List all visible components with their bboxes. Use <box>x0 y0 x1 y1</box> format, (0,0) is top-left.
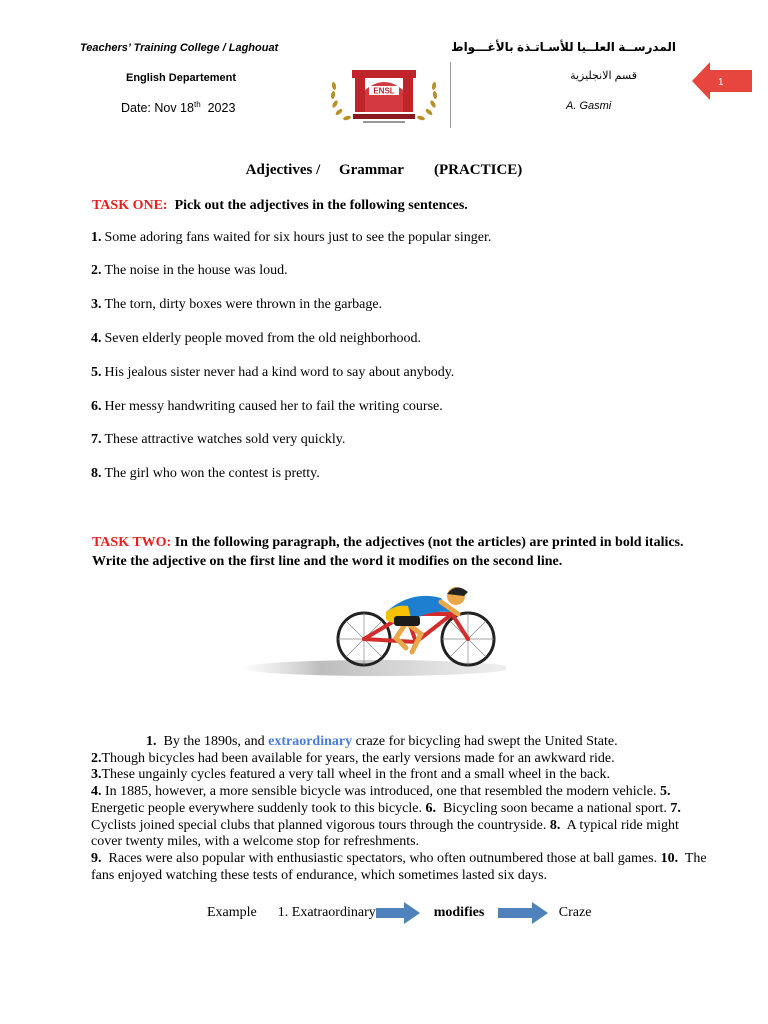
paragraph-number: 5. <box>659 784 671 800</box>
highlighted-adjective: extraordinary <box>268 734 353 749</box>
example-relation: modifies <box>433 905 485 921</box>
paragraph-number: 8. <box>549 817 561 833</box>
paragraph-number: 4. <box>91 784 102 800</box>
paragraph-number: 1. <box>146 734 157 749</box>
sentence-text: The noise in the house was loud. <box>104 263 288 278</box>
example-item: 1. Exatraordinary <box>277 905 376 921</box>
task-two-label: TASK TWO: <box>92 535 172 550</box>
sentence-number: 5. <box>91 365 102 380</box>
sentence-number: 3. <box>91 297 102 312</box>
sentence-item <box>91 297 382 313</box>
paragraph-line <box>91 734 711 751</box>
date-suffix: th <box>193 100 201 109</box>
worksheet-title <box>0 162 768 179</box>
task-two-heading <box>92 533 712 571</box>
title-part-3: (PRACTICE) <box>433 162 523 178</box>
paragraph-number: 7. <box>670 800 681 816</box>
paragraph-number: 9. <box>91 850 102 866</box>
header-divider <box>450 62 451 128</box>
right-arrow-icon <box>498 902 548 924</box>
sentence-text: These attractive watches sold very quickly. <box>104 432 346 447</box>
date-year: 2023 <box>207 101 236 116</box>
paragraph-line <box>91 751 711 768</box>
sentence-item <box>91 466 320 482</box>
task-two-paragraph <box>91 734 711 884</box>
task-one-heading <box>92 196 712 215</box>
date-prefix: Date: Nov 18 <box>121 101 194 116</box>
right-arrow-icon <box>376 902 420 924</box>
paragraph-text: In 1885, however, a more sensible bicycle was introduced, one that resembled the modern vehicle. <box>105 784 657 800</box>
sentence-item <box>91 230 491 246</box>
sentence-text: The girl who won the contest is pretty. <box>104 466 320 481</box>
paragraph-block <box>91 784 711 851</box>
paragraph-text: These ungainly cycles featured a very tall wheel in the front and a small wheel in the back. <box>101 767 610 783</box>
sentence-item <box>91 263 288 279</box>
sentence-number: 4. <box>91 331 102 346</box>
paragraph-text: Races were also popular with enthusiastic spectators, who often outnumbered those at ball games. <box>108 850 658 866</box>
page-number: 1 <box>718 77 724 88</box>
sentence-number: 2. <box>91 263 102 278</box>
example-label: Example <box>207 905 257 921</box>
logo-text: ENSL <box>373 86 395 96</box>
sentence-number: 8. <box>91 466 102 481</box>
paragraph-text: Though bicycles had been available for years, the early versions made for an awkward ride. <box>101 750 615 766</box>
task-two-instruction: In the following paragraph, the adjectives (not the articles) are printed in bold italics. Write the adjective on the first line and the word it modifies on the second line. <box>92 535 684 569</box>
paragraph-text: By the 1890s, and <box>163 734 265 749</box>
sentence-text: Seven elderly people moved from the old neighborhood. <box>104 331 421 346</box>
college-name: Teachers’ Training College / Laghouat <box>80 42 279 54</box>
department-name: English Departement <box>126 72 237 84</box>
sentence-item <box>91 432 345 448</box>
sentence-number: 6. <box>91 399 102 414</box>
paragraph-text: The fans enjoyed watching these tests of endurance, which sometimes lasted six days. <box>91 850 707 883</box>
paragraph-number: 10. <box>660 850 679 866</box>
paragraph-text: Energetic people everywhere suddenly took to this bicycle. <box>91 800 422 816</box>
sentence-number: 1. <box>91 230 102 245</box>
cyclist-illustration <box>236 582 506 682</box>
sentence-item <box>91 365 454 381</box>
sentence-text: The torn, dirty boxes were thrown in the garbage. <box>104 297 383 312</box>
sentence-number: 7. <box>91 432 102 447</box>
paragraph-number: 2. <box>91 750 102 766</box>
arabic-school-name: المدرســة العلــيا للأسـاتـذة بالأغـــواط <box>451 40 676 54</box>
task-one-instruction: Pick out the adjectives in the following sentences. <box>174 198 468 213</box>
paragraph-number: 3. <box>91 767 102 783</box>
sentence-item <box>91 331 421 347</box>
paragraph-text: craze for bicycling had swept the United State. <box>355 734 618 749</box>
paragraph-text: Bicycling soon became a national sport. <box>442 800 667 816</box>
paragraph-text: A typical ride might cover twenty miles, with a welcome stop for refreshments. <box>91 817 679 850</box>
sentence-text: His jealous sister never had a kind word to say about anybody. <box>104 365 455 380</box>
sentence-text: Her messy handwriting caused her to fail the writing course. <box>104 399 443 414</box>
example-target: Craze <box>558 905 592 921</box>
task-one-label: TASK ONE: <box>92 198 168 213</box>
date-line <box>121 100 235 115</box>
title-part-1: Adjectives / <box>245 162 321 178</box>
paragraph-number: 6. <box>425 800 436 816</box>
example-row <box>207 902 591 924</box>
paragraph-block <box>91 851 711 884</box>
author-name: A. Gasmi <box>566 100 612 112</box>
ensl-logo <box>325 58 443 128</box>
paragraph-line <box>91 767 711 784</box>
arabic-department-name: قسم الانجليزية <box>570 70 637 82</box>
sentence-item <box>91 399 443 415</box>
sentence-text: Some adoring fans waited for six hours just to see the popular singer. <box>104 230 492 245</box>
page-number-badge <box>692 62 752 100</box>
title-part-2: Grammar <box>338 162 404 178</box>
paragraph-text: Cyclists joined special clubs that planned vigorous tours through the countryside. <box>91 817 547 833</box>
